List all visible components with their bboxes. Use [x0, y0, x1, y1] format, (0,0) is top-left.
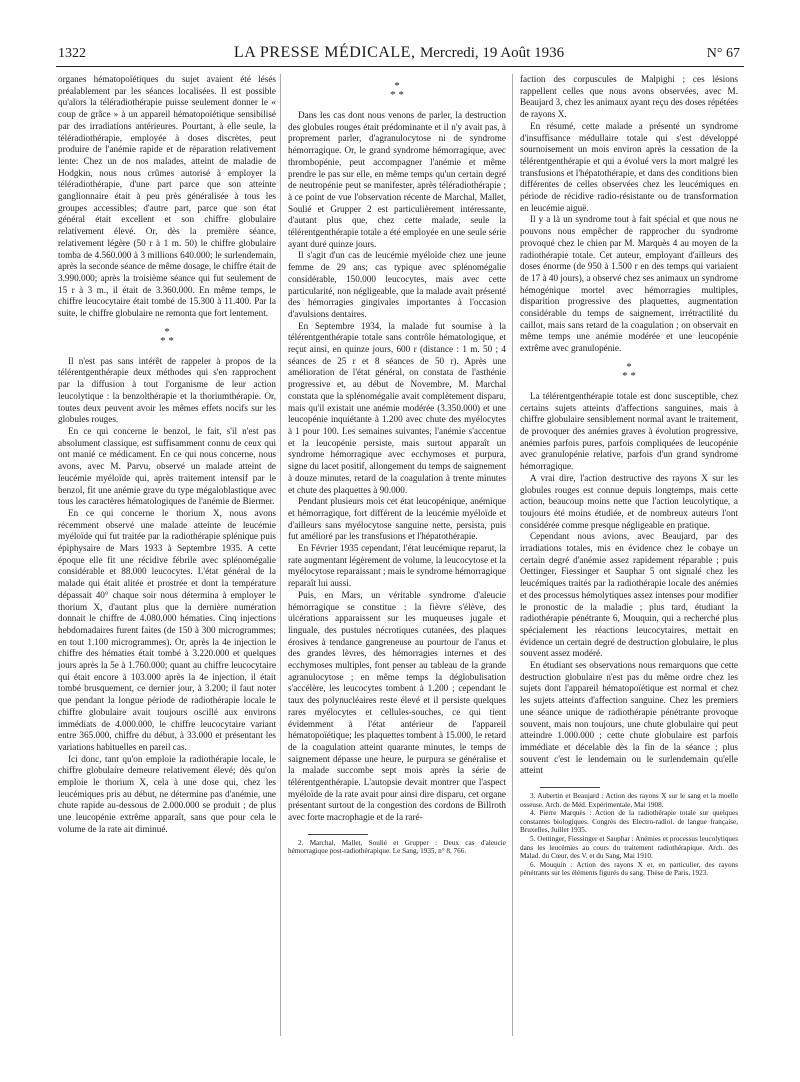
column-divider — [512, 74, 513, 1036]
paragraph: Pendant plusieurs mois cet état leucopénique, anémique et hémorragique, fort différent de la leucémie myéloïde et d'ailleurs sans myélocytose sanguine nette, persista, puis fut amélioré par les transfusions et l'hépatothérapie. — [288, 496, 506, 542]
footnote: 2. Marchal, Mallet, Soulié et Grupper : Deux cas d'aleucie hémorragique post-radiothérapique. Le Sang, 1935, n° 8, 766. — [288, 838, 506, 856]
paragraph: En résumé, cette malade a présenté un syndrome d'insuffisance médullaire totale qui s'est développé sournoisement un mois environ après la cessation de la télérentgenthérapie et qui a évolué vers la mort malgré les transfusions et l'hépatothérapie, et dans des conditions bien différentes de celles observées chez les leucémiques en période de récidive radio-résistante ou de transformation en leucémie aiguë. — [520, 120, 738, 213]
issue-date: Mercredi, 19 Août 1936 — [419, 45, 565, 61]
paragraph: A vrai dire, l'action destructive des rayons X sur les globules rouges est connue depuis longtemps, mais cette action, beaucoup moins nette que l'action leucolytique, a toujours été moins étudiée, et de nombreux auteurs l'ont considérée comme presque négligeable en pratique. — [520, 472, 738, 530]
section-separator-asterisks: * * * — [390, 80, 404, 101]
paragraph: Il n'est pas sans intérêt de rappeler à propos de la télérentgenthérapie deux méthodes qui s'en rapprochent par la diffusion à tout l'organisme de leur action leucolytique : la benzolthérapie et la thoriumthérapie. Or, toutes deux peuvent avoir les mêmes effets nocifs sur les globules rouges. — [58, 355, 276, 425]
paragraph: Puis, en Mars, un véritable syndrome d'aleucie hémorragique se constitue : la fièvre s'élève, des ulcérations apparaissent sur les muqueuses jugale et linguale, des pustules nécrotiques cutanées, des plaques érosives à tendance gangreneuse au pourtour de l'anus et des grandes lèvres, des hémorragies internes et des ecchymoses multiples, font penser au tableau de la grande agranulocytose ; en même temps la déglobulisation s'accélère, les leucocytes tombent à 1.200 ; cependant le taux des polynucléaires reste élevé et il persiste quelques rares myélocytes et cellules-souches, ce qui tient évidemment à l'état antérieur de l'appareil hématopoïétique; les plaquettes tombent à 15.000, le retard de la coagulation atteint quarante minutes, le temps de saignement dépasse une heure, le purpura se généralise et la malade succombe sept mois après la série de télérentgenthérapie. L'autopsie devait montrer que l'aspect myéloïde de la rate avait pour ainsi dire disparu, cet organe présentant surtout de la congestion des cordons de Billroth avec forte macrophagie et de la raré- — [288, 589, 506, 823]
section-separator-asterisks: * * * — [160, 325, 174, 347]
footnote: 6. Mouquin : Action des rayons X et, en particulier, des rayons pénétrants sur les éléments figurés du sang. Thèse de Paris, 1923. — [520, 860, 738, 878]
text-column-3 — [520, 74, 738, 878]
paragraph: Ici donc, tant qu'on emploie la radiothérapie locale, le chiffre globulaire demeure relativement élevé; dès qu'on emploie le thorium X, cela à une dose qui, chez les leucémiques pris au début, ne détermine pas d'anémie, une chute rapide au-dessous de 2.000.000 se produit ; de plus une leucopénie extrême apparaît, sans que pour cela le volume de la rate ait diminué. — [58, 753, 276, 834]
paragraph: Il s'agit d'un cas de leucémie myéloïde chez une jeune femme de 29 ans; cas typique avec splénomégalie considérable, 150.000 leucocytes, mais avec cette particularité, non négligeable, que la malade avait présenté des hémorragies gingivales importantes à l'occasion d'avulsions dentaires. — [288, 250, 506, 319]
column-divider — [280, 74, 281, 1036]
paragraph: En Septembre 1934, la malade fut soumise à la télérentgenthérapie totale sans contrôle hématologique, et reçut ainsi, en quinze jours, 600 r (distance : 1 m. 50 ; 4 séances de 25 r et 8 séances de 50 r). Après une amélioration de l'état général, on constata de l'asthénie progressive et, au début de Novembre, M. Marchal constata que la splénomégalie avait complètement disparu, mais qu'il existait une anémie modérée (3.350.000) et une leucopénie inquiétante à 1.200 avec chute des myélocytes à 1 pour 100. Les semaines suivantes, l'anémie s'accentue et la leucopénie persiste, mais surtout apparaît un syndrome hémorragique avec ecchymoses et purpura, signe du lacet positif, allongement du temps de saignement à douze minutes, retard de la coagulation à trente minutes et chute des plaquettes à 90.000. — [288, 320, 506, 495]
journal-title — [58, 44, 740, 62]
page-header — [58, 44, 740, 68]
paragraph: Cependant nous avions, avec Beaujard, par des irradiations totales, mis en évidence chez le cobaye un certain degré d'anémie assez rapidement réparable ; puis Oettinger, Fiessinger et Sauphar 5 ont signalé chez les leucémiques traités par la radiothérapie locale des anémies et des processus hémolytiques assez intenses pour modifier le pronostic de la maladie ; plus tard, étudiant la radiothérapie pénétrante 6, Mouquin, qui a recherché plus spécialement les réactions leucocytaires, mettait en évidence un certain degré de destruction globulaire, le plus souvent assez modéré. — [520, 531, 738, 659]
journal-name: LA PRESSE MÉDICALE, — [233, 44, 416, 61]
footnote: 3. Aubertin et Beaujard : Action des rayons X sur le sang et la moelle osseuse. Arch. de Méd. Expérimentale, Mai 1908. — [520, 792, 738, 809]
paragraph: En Février 1935 cependant, l'état leucémique reparut, la rate augmentant légèrement de volume, la leucocytose et la myélocytose reparaissant ; mais le syndrome hémorragique reparaît lui aussi. — [288, 543, 506, 589]
paragraph: En ce qui concerne le thorium X, nous avons récemment observé une malade atteinte de leucémie myéloïde qui fut traitée par la radiothérapie splénique puis épiphysaire de Mars 1933 à Septembre 1935. A cette époque elle fit une récidive fébrile avec splénomégalie considérable et 88.000 leucocytes. L'état général de la malade qui était alitée et prostrée et dont la température dépassait 40° chaque soir nous détermina à employer le thorium X, d'autant plus que la dernière numération donnait le chiffre de 4.080.000 hématies. Cinq injections hebdomadaires furent faites (de 150 à 300 microgrammes; en tout 1.100 microgrammes). Or, après la 4e injection le chiffre des hématies était tombé à 3.220.000 et quelques jours après la 5e à 1.760.000; quant au chiffre leucocytaire qui était encore à 103.000 après la 4e injection, il était tombé brusquement, ce dernier jour, à 3.200; il faut noter que pendant la longue période de radiothérapie locale le chiffre globulaire avait toujours oscillé aux environs immédiats de 4.000.000, le chiffre leucocytaire variant entre 365.000, chiffre du début, à 33.000 et présentant les variations habituelles en pareil cas. — [58, 507, 276, 752]
section-separator-asterisks: * * * — [622, 360, 636, 382]
paragraph: Dans les cas dont nous venons de parler, la destruction des globules rouges était prédominante et il n'y avait pas, à proprement parler, d'agranulocytose ni de syndrome hémorragique. Or, le grand syndrome hémorragique, avec thrombopénie, peut accompagner l'anémie et même prendre le pas sur elle, en même temps qu'un certain degré de neutropénie peut se manifester, après téléradiothérapie ; à ce point de vue l'observation récente de Marchal, Mallet, Soulié et Grupper 2 est particulièrement intéressante, d'autant plus que, chez cette malade, seule la télérentgenthérapie totale a été employée en une seule série ayant duré quinze jours. — [288, 110, 506, 249]
issue-number: N° 67 — [706, 46, 740, 61]
paragraph: organes hématopoïétiques du sujet avaient été lésés préalablement par les séances localisées. Il est possible qu'alors la téléradiothérapie puisse seulement donner le « coup de grâce » à un appareil hématopoïétique sensibilisé par des irradiations antérieures. Pourtant, à elle seule, la téléradiothérapie, employée à doses discrètes, peut produire de l'anémie rapide et de réparation relativement lente: Chez un de nos malades, atteint de maladie de Hodgkin, nous nous crûmes autorisé à employer la téléradiothérapie, d'une part parce que son atteinte ganglionnaire était à peu près généralisée à tous les groupes accessibles; d'autre part, parce que son état général était excellent et son chiffre globulaire relativement élevé. Or, dès la première séance, relativement légère (50 r à 1 m. 50) le chiffre globulaire tomba de 4.560.000 à 3 millions 640.000; le surlendemain, après la seconde séance de même dosage, le chiffre était de 3.990.000; après la troisième séance qui fut seulement de 15 r à 3 m., il était de 3.360.000. En même temps, le chiffre leucocytaire était tombé de 15.300 à 11.400. Par la suite, le chiffre globulaire ne remonta que fort lentement. — [58, 74, 276, 319]
footnote: 5. Oettinger, Fiessinger et Sauphar : Anémies et processus leucolytiques dans les leucémies au cours du traitement radiothérapique. Arch. des Malad. du Cœur, des V. et du Sang, Mai 1910. — [520, 835, 738, 861]
paragraph: faction des corpuscules de Malpighi ; ces lésions rappellent celles que nous avons observées, avec M. Beaujard 3, chez les animaux ayant reçu des doses répétées de rayons X. — [520, 74, 738, 120]
paragraph: En étudiant ses observations nous remarquons que cette destruction globulaire n'est pas du même ordre chez les sujets dont l'appareil hématopoïétique est normal et chez les sujets atteints d'affection sanguine. Chez les premiers une séance unique de radiothérapie pénétrante provoque souvent, mais non toujours, une chute globulaire qui peut atteindre 1.000.000 ; cette chute globulaire est parfois immédiate et décelable dès la fin de la séance ; plus souvent c'est le lendemain ou le surlendemain qu'elle atteint — [520, 660, 738, 776]
paragraph: En ce qui concerne le benzol, le fait, s'il n'est pas absolument classique, est suffisamment connu de ceux qui ont manié ce médicament. En ce qui nous concerne, nous avons, avec M. Parvu, observé un malade atteint de leucémie myéloïde qui, après traitement intensif par le benzol, fit une anémie grave du type mégaloblastique avec tous les caractères hématologiques de l'anémie de Biermer. — [58, 425, 276, 507]
text-column-1 — [58, 74, 276, 836]
header-rule — [56, 66, 744, 67]
text-column-2 — [288, 74, 506, 856]
footnote-rule — [540, 787, 600, 788]
footnote: 4. Pierre Marquès : Action de la radiothérapie totale sur quelques constantes biologiques. Congrès des Electro-radiol. de langue française, Bruxelles, Juillet 1935. — [520, 809, 738, 835]
paragraph: Il y a là un syndrome tout à fait spécial et que nous ne pouvons nous empêcher de rapprocher du syndrome provoqué chez le chien par M. Marquès 4 au moyen de la radiothérapie totale. Cet auteur, employant d'ailleurs des doses énorme (de 950 à 1.500 r en des temps qui variaient de 17 à 40 jours), a observé chez ses animaux un syndrome hémogénique mortel avec hémorragies multiples, disparition progressive des plaquettes, augmentation considérable du temps de saignement, irrétractilité du caillot, mais sans retard de la coagulation ; on observait en même temps une anémie modérée et une leucopénie extrême avec granulopénie. — [520, 214, 738, 354]
page-number: 1322 — [58, 46, 86, 61]
paragraph: La télérentgenthérapie totale est donc susceptible, chez certains sujets atteints d'affections sanguines, mais à chiffre globulaire sensiblement normal avant le traitement, de provoquer des anémies graves à évolution progressive, anémies parfois pures, parfois compliquées de leucopénie avec granulopénie relative, parfois d'un grand syndrome hémorragique. — [520, 390, 738, 472]
footnote-rule — [308, 834, 368, 835]
